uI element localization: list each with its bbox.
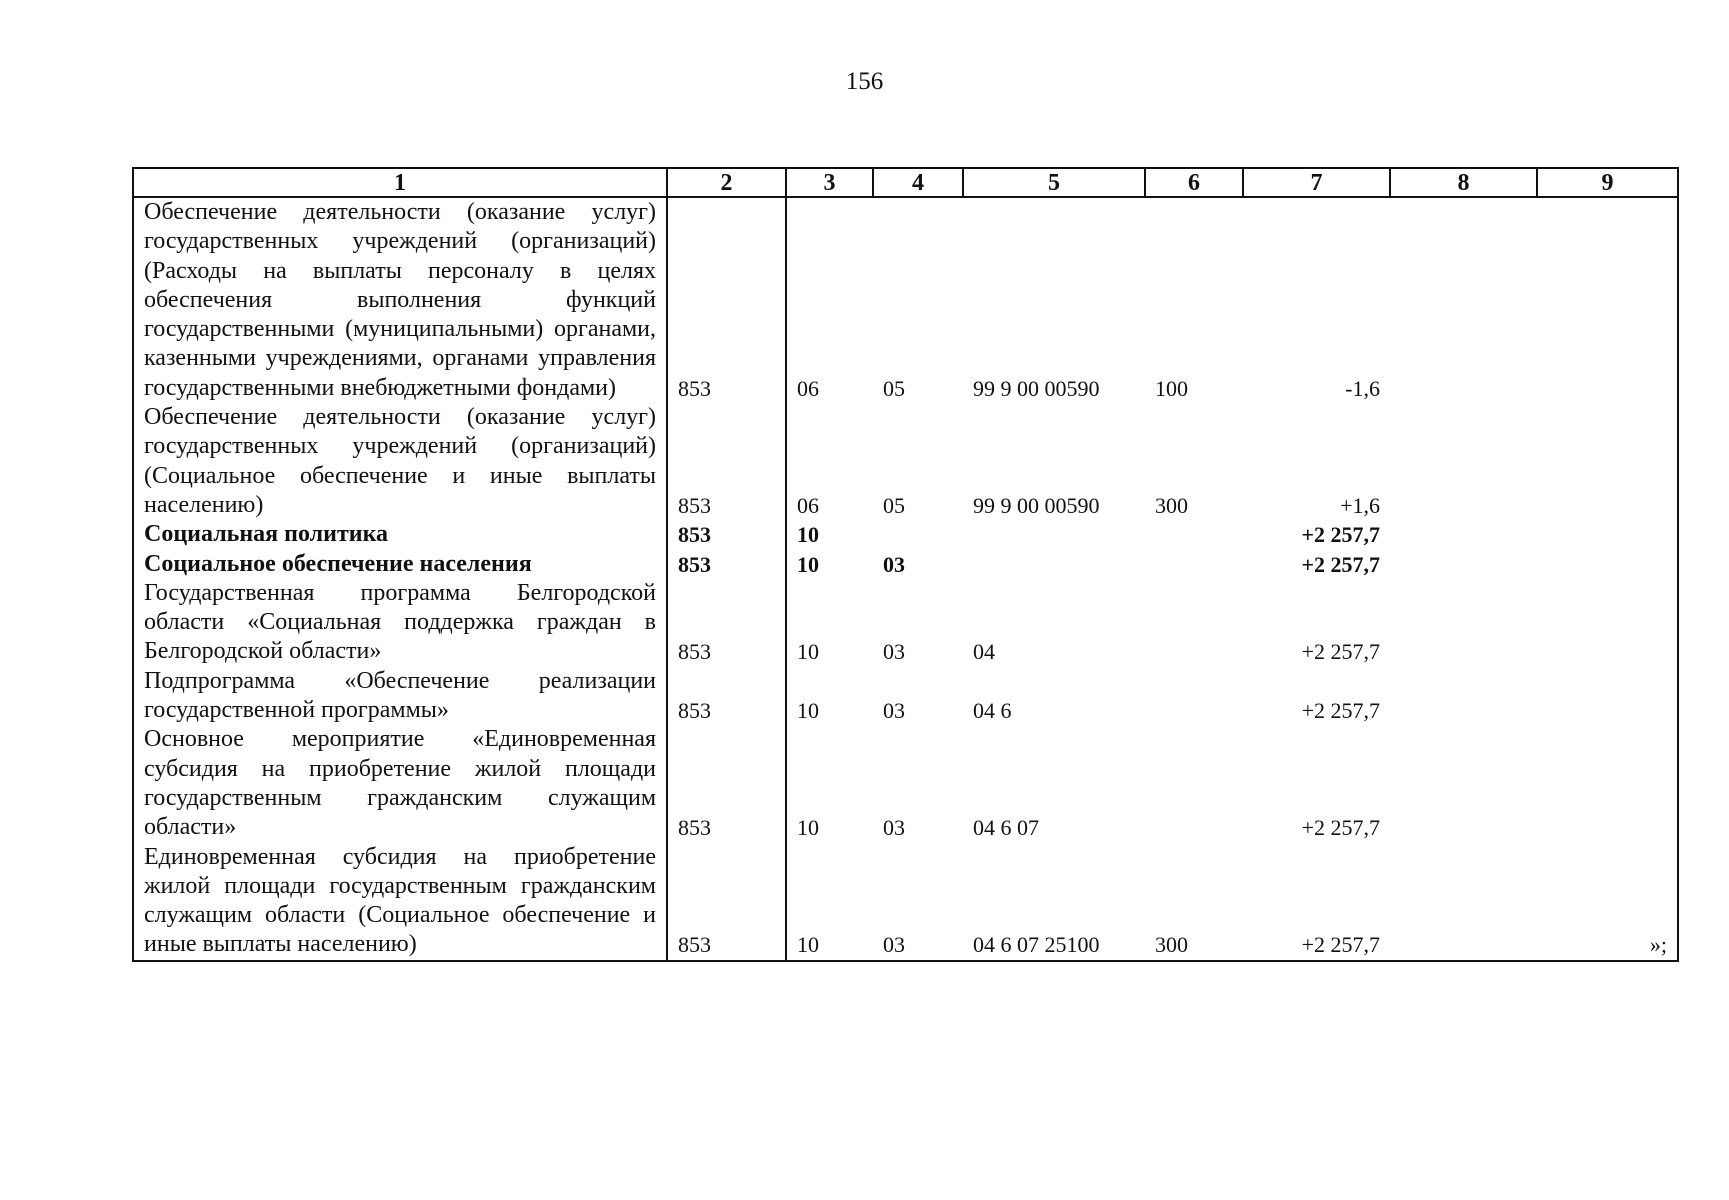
- amount-change-cell: +2 257,7: [1301, 522, 1380, 548]
- code-expense-type-cell: [1145, 725, 1243, 842]
- item-name-cell: Единовременная субсидия на приобретение жилой площади государственным гражданским служащим области (Социальное обеспечение и иные выплаты населению): [133, 843, 667, 961]
- code-target-cell: [963, 520, 1145, 549]
- code-target-cell: 04: [973, 639, 995, 665]
- col-8-cell: [1390, 843, 1537, 961]
- col-8-cell: [1390, 403, 1537, 520]
- col-9-cell: [1537, 579, 1678, 667]
- item-name-cell: Социальное обеспечение населения: [133, 550, 667, 579]
- page-number: 156: [845, 68, 884, 95]
- code-expense-type-cell: [1145, 667, 1243, 726]
- code-target-cell: 99 9 00 00590: [973, 492, 1100, 518]
- amount-change-cell: -1,6: [1345, 375, 1380, 401]
- header-col-9: 9: [1537, 168, 1678, 197]
- table-row: [133, 725, 1678, 842]
- code-admin-cell: 853: [667, 843, 786, 961]
- code-subsection-cell: [873, 520, 963, 549]
- table-row: [133, 403, 1678, 520]
- code-target-cell: 04 6: [973, 698, 1012, 724]
- item-name-cell: Основное мероприятие «Единовременная субсидия на приобретение жилой площади государственным гражданским служащим области»: [133, 725, 667, 842]
- col-9-cell: »;: [1537, 843, 1678, 961]
- col-9-cell: [1537, 550, 1678, 579]
- amount-change-cell: +2 257,7: [1301, 698, 1380, 724]
- col-9-cell: [1537, 667, 1678, 726]
- amount-change-cell: +2 257,7: [1301, 815, 1380, 841]
- code-admin-cell: 853: [667, 403, 786, 520]
- col-9-cell: [1537, 725, 1678, 842]
- col-8-cell: [1390, 550, 1537, 579]
- header-row: [133, 168, 1678, 197]
- code-expense-type-cell: 100: [1155, 375, 1188, 401]
- code-section-cell: 10: [797, 815, 819, 841]
- table-row: [133, 667, 1678, 726]
- code-target-cell: 04 6 07 25100: [963, 843, 1145, 961]
- item-name-cell: Обеспечение деятельности (оказание услуг) государственных учреждений (организаций) (Социальное обеспечение и иные выплаты населению): [133, 403, 667, 520]
- col-8-cell: [1390, 520, 1537, 549]
- table-row: [133, 579, 1678, 667]
- budget-table: [132, 167, 1679, 962]
- amount-change-cell: +2 257,7: [1301, 551, 1380, 577]
- code-admin-cell: 853: [667, 667, 786, 726]
- code-target-cell: [963, 550, 1145, 579]
- code-expense-type-cell: 300: [1145, 843, 1243, 961]
- code-admin-cell: 853: [667, 579, 786, 667]
- item-name-cell: Государственная программа Белгородской области «Социальная поддержка граждан в Белгородской области»: [133, 579, 667, 667]
- code-admin-cell: 853: [667, 197, 786, 403]
- item-name-cell: Социальная политика: [133, 520, 667, 549]
- code-subsection-cell: 03: [883, 698, 905, 724]
- code-section-cell: 10: [797, 522, 819, 548]
- col-9-cell: [1537, 197, 1678, 403]
- header-col-8: 8: [1390, 168, 1537, 197]
- amount-change-cell: +1,6: [1340, 492, 1380, 518]
- col-8-cell: [1390, 197, 1537, 403]
- code-expense-type-cell: [1145, 550, 1243, 579]
- code-subsection-cell: 03: [883, 639, 905, 665]
- header-col-5: 5: [963, 168, 1145, 197]
- header-col-4: 4: [873, 168, 963, 197]
- item-name-cell: Обеспечение деятельности (оказание услуг) государственных учреждений (организаций) (Расходы на выплаты персоналу в целях обеспечения выполнения функций государственными (муниципальными) органами, казенными учреждениями, органами управления государственными внебюджетными фондами): [133, 197, 667, 403]
- code-section-cell: 06: [797, 492, 819, 518]
- item-name-cell: Подпрограмма «Обеспечение реализации государственной программы»: [133, 667, 667, 726]
- code-section-cell: 10: [786, 843, 873, 961]
- col-8-cell: [1390, 725, 1537, 842]
- code-subsection-cell: 05: [883, 492, 905, 518]
- header-col-7: 7: [1243, 168, 1390, 197]
- header-col-3: 3: [786, 168, 873, 197]
- code-admin-cell: 853: [667, 725, 786, 842]
- col-8-cell: [1390, 667, 1537, 726]
- code-expense-type-cell: [1145, 520, 1243, 549]
- table-row: [133, 197, 1678, 403]
- code-section-cell: 10: [797, 551, 819, 577]
- code-admin-cell: 853: [667, 520, 786, 549]
- header-col-1: 1: [133, 168, 667, 197]
- code-subsection-cell: 03: [873, 843, 963, 961]
- table-row: [133, 550, 1678, 579]
- table-row: [133, 843, 1678, 961]
- code-section-cell: 10: [797, 698, 819, 724]
- code-admin-cell: 853: [667, 550, 786, 579]
- table-row: [133, 520, 1678, 549]
- code-subsection-cell: 03: [883, 551, 905, 577]
- code-expense-type-cell: [1145, 579, 1243, 667]
- col-9-cell: [1537, 520, 1678, 549]
- header-col-6: 6: [1145, 168, 1243, 197]
- col-8-cell: [1390, 579, 1537, 667]
- code-target-cell: 99 9 00 00590: [973, 375, 1100, 401]
- amount-change-cell: +2 257,7: [1243, 843, 1390, 961]
- code-expense-type-cell: 300: [1155, 492, 1188, 518]
- header-col-2: 2: [667, 168, 786, 197]
- amount-change-cell: +2 257,7: [1301, 639, 1380, 665]
- code-section-cell: 06: [797, 375, 819, 401]
- col-9-cell: [1537, 403, 1678, 520]
- code-subsection-cell: 03: [883, 815, 905, 841]
- code-subsection-cell: 05: [883, 375, 905, 401]
- code-target-cell: 04 6 07: [973, 815, 1039, 841]
- code-section-cell: 10: [797, 639, 819, 665]
